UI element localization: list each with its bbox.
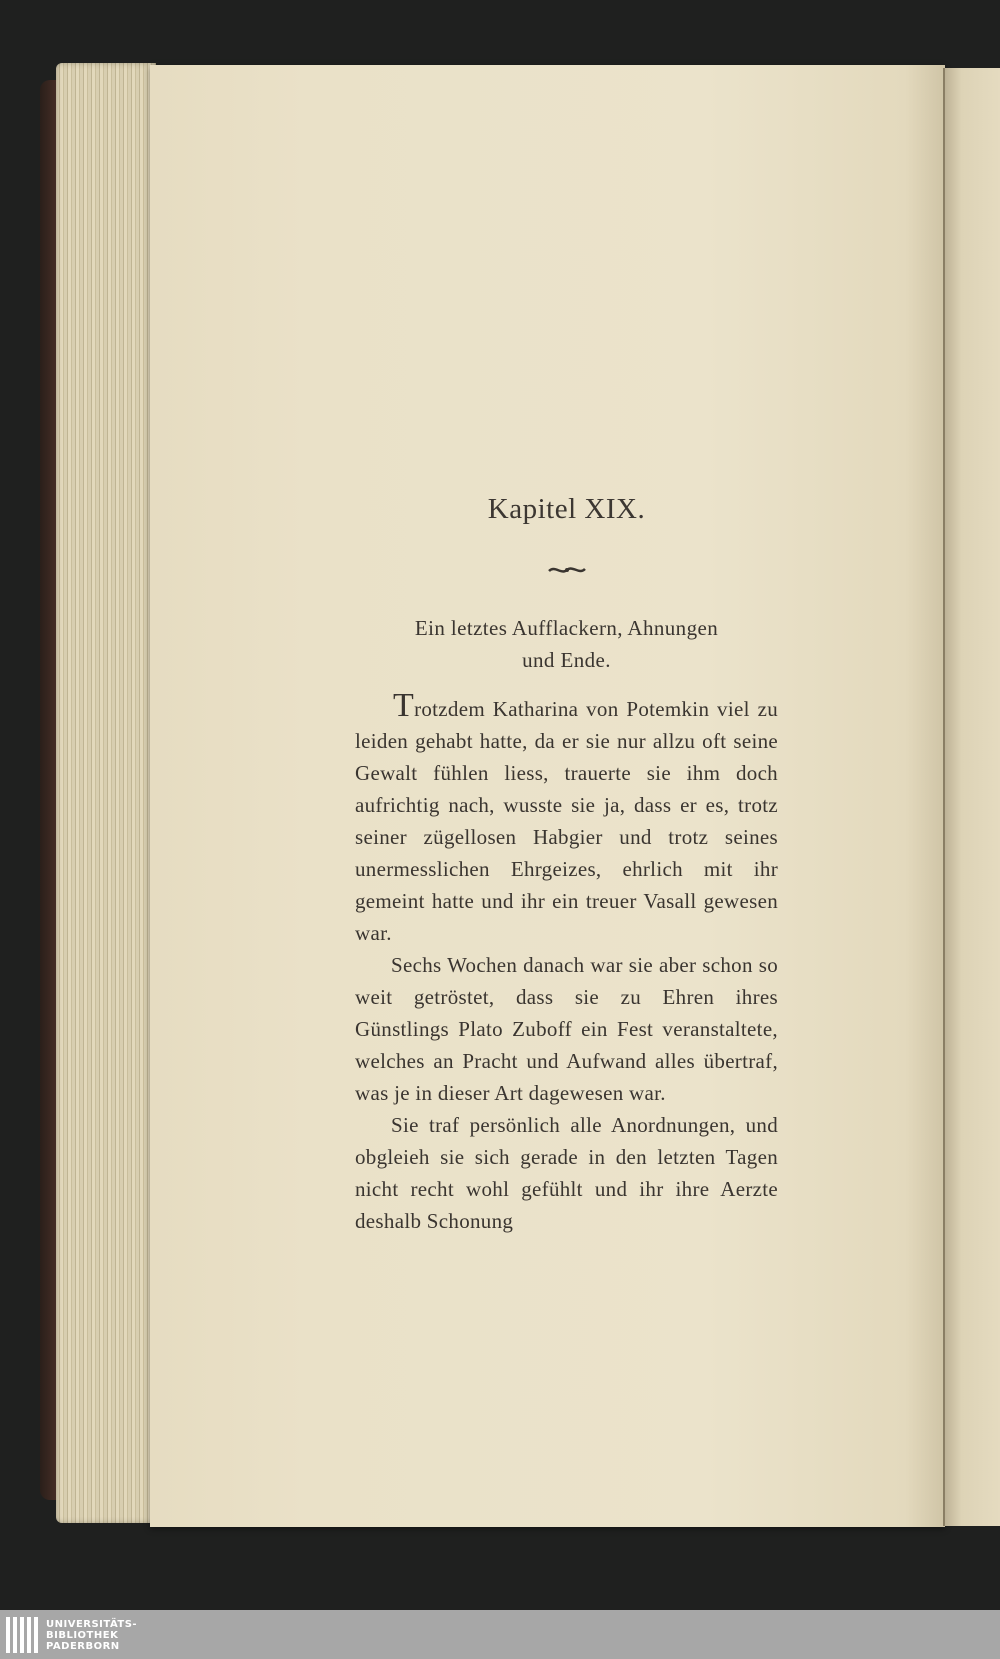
paragraph-text: rotzdem Katharina von Potemkin viel zu leiden gehabt hatte, da er sie nur allzu oft seine Gewalt fühlen liess, trauerte sie ihm doch aufrichtig nach, wusste sie ja, dass er es, trotz seiner zügellosen Habgier und trotz seines unermesslichen Ehrgeizes, ehrlich mit ihr gemeint hatte und ihr ein treuer Vasall gewesen war. [355,697,778,945]
library-name-line: PADERBORN [46,1640,120,1652]
page-stack-edge [56,63,156,1523]
ornament-icon [547,563,587,577]
paragraph [355,687,778,949]
drop-letter: T [393,687,415,724]
paragraph: Sechs Wochen danach war sie aber schon so weit getröstet, dass sie zu Ehren ihres Günstlings Plato Zuboff ein Fest veranstaltete, welches an Pracht und Aufwand alles übertraf, was je in dieser Art dagewesen war. [355,953,778,1105]
library-logo-icon [6,1617,38,1653]
paragraph: Sie traf persönlich alle Anordnungen, und obgleieh sie sich gerade in den letzten Tagen nicht recht wohl gefühlt und ihr ihre Aerzte deshalb Schonung [355,1113,778,1233]
library-logo [6,1616,137,1654]
library-name-line: BIBLIOTHEK [46,1629,119,1641]
library-name [46,1619,137,1652]
chapter-subtitle [355,612,778,676]
library-name-line: UNIVERSITÄTS- [46,1618,138,1630]
chapter-title: Kapitel XIX. [487,493,646,525]
body-text [355,687,778,1237]
facing-page-edge [945,68,1000,1526]
subtitle-line: und Ende. [522,648,611,672]
subtitle-line: Ein letztes Aufflackern, Ahnungen [414,616,719,640]
library-footer [0,1610,1000,1659]
